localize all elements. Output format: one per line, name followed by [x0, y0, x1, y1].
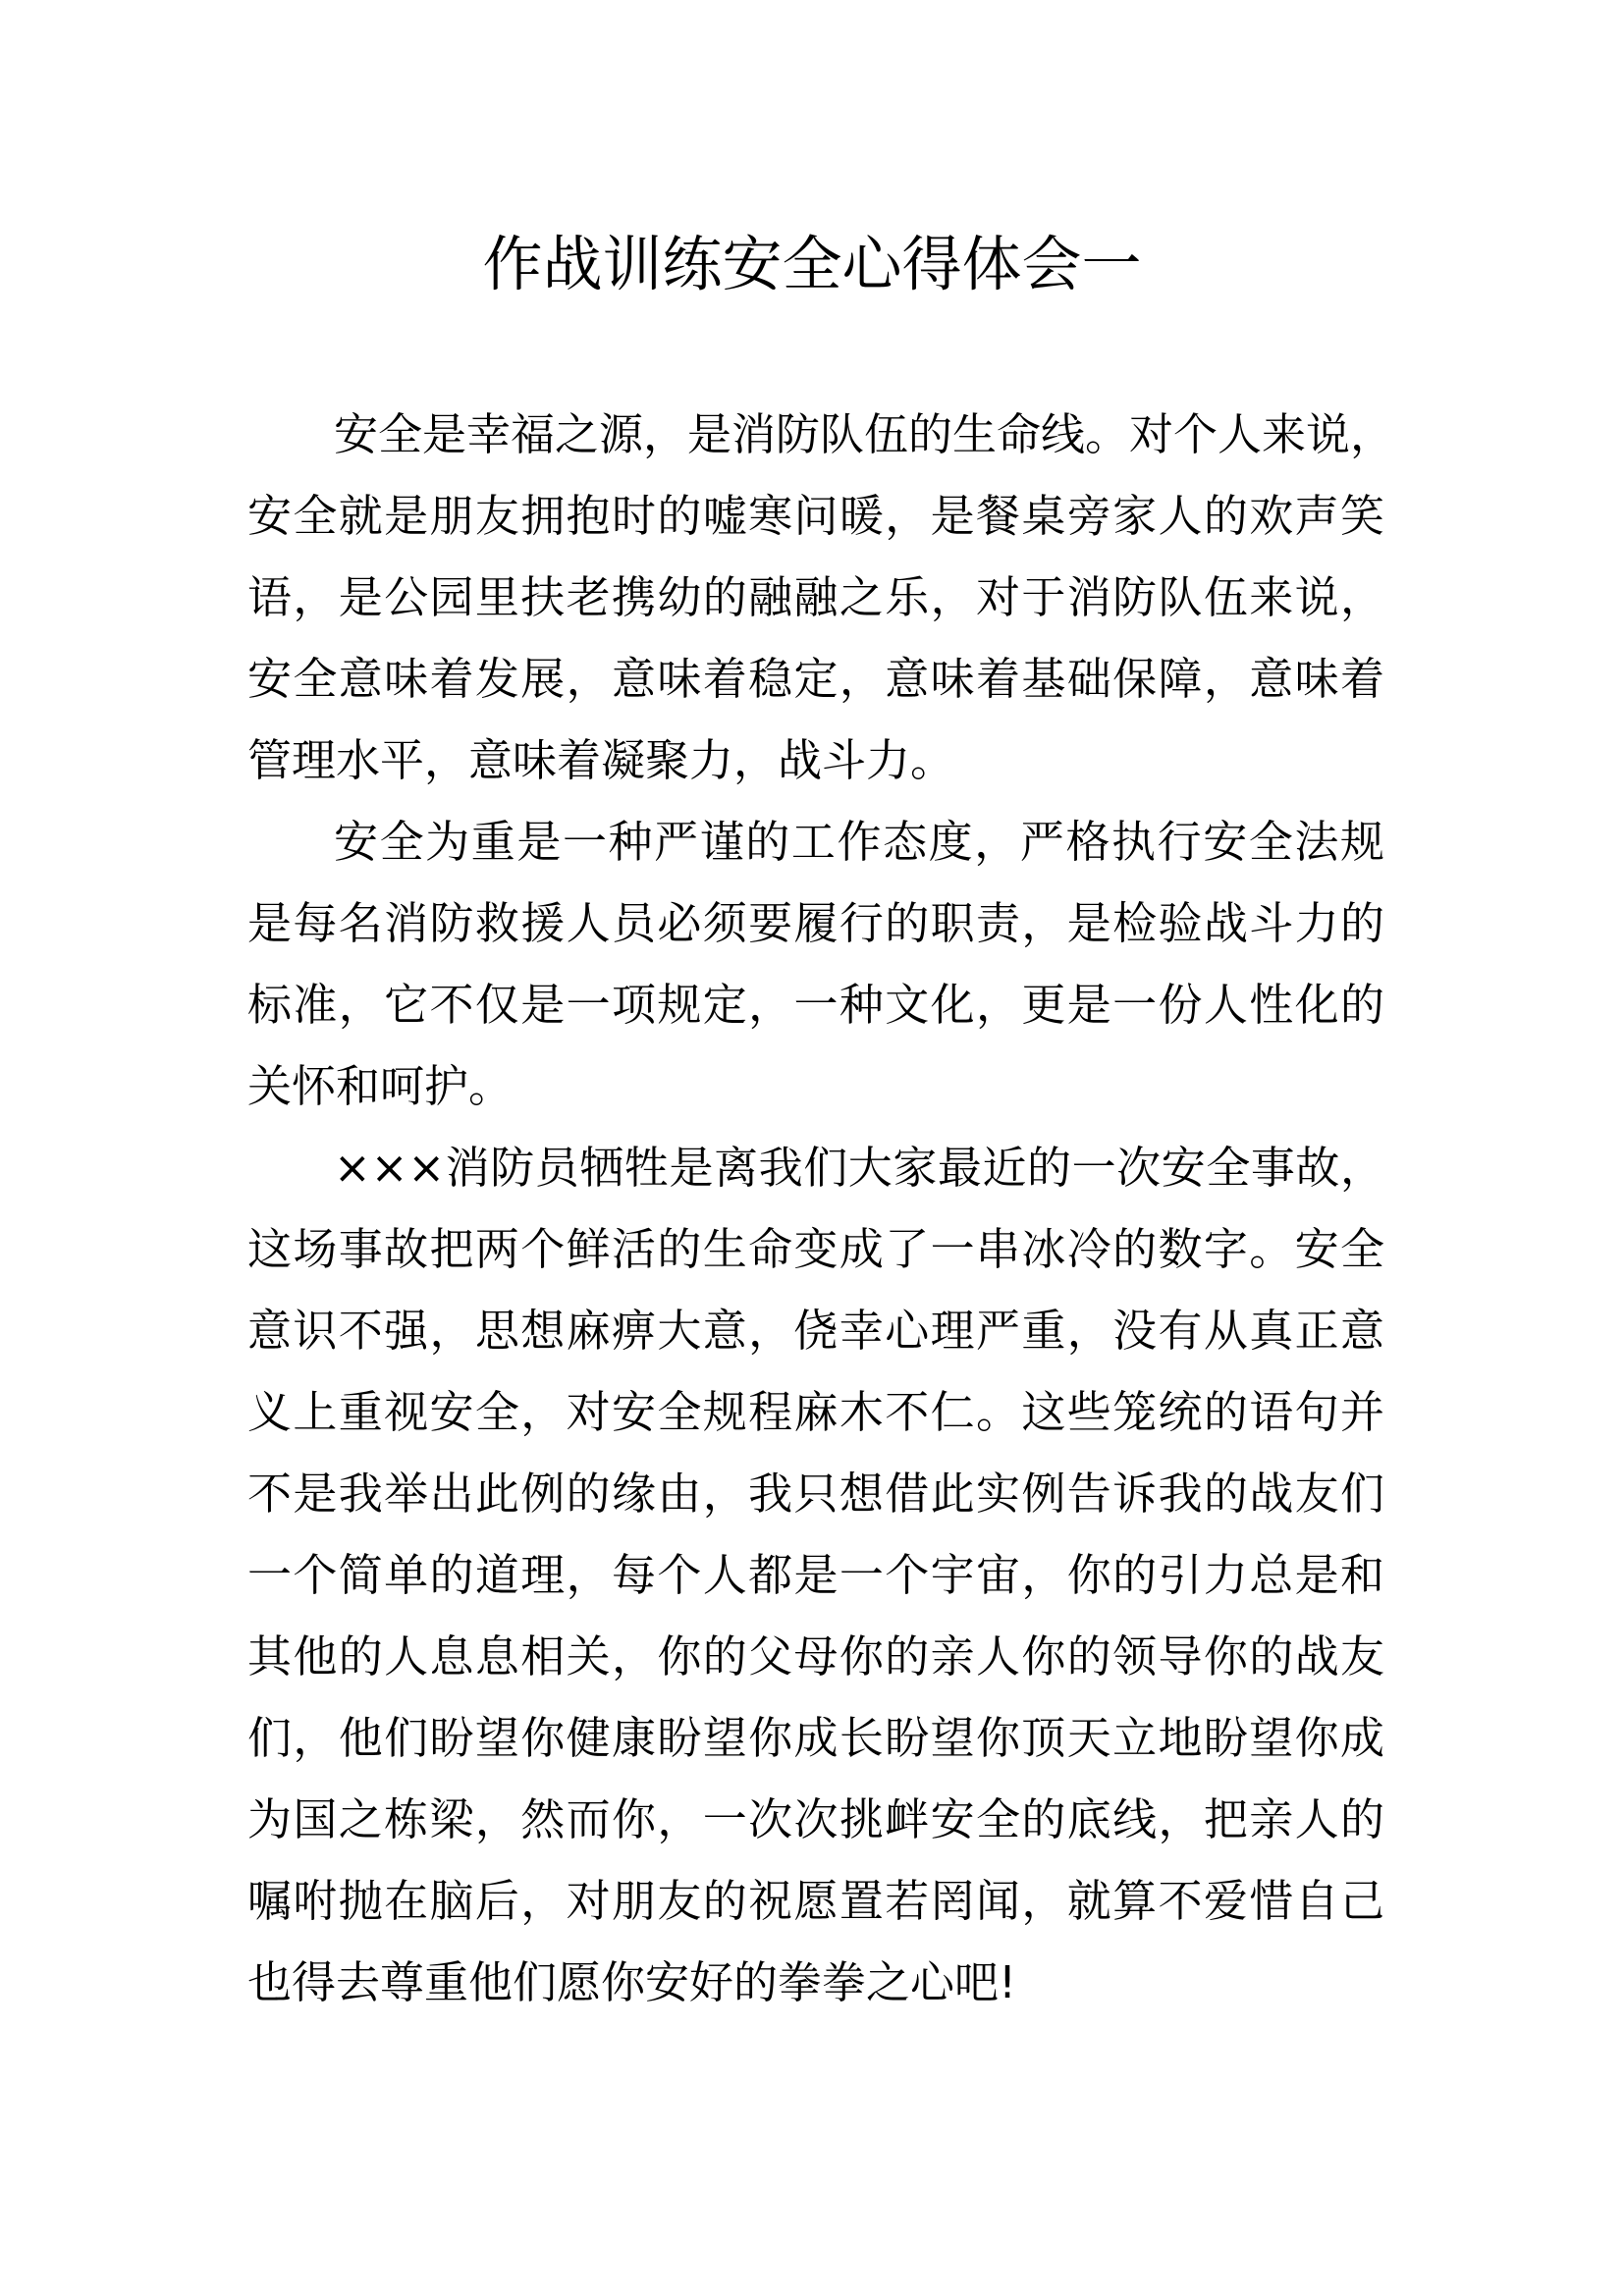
paragraph-line: 安全就是朋友拥抱时的嘘寒问暖，是餐桌旁家人的欢声笑	[247, 490, 1384, 542]
paragraph-line: 们，他们盼望你健康盼望你成长盼望你顶天立地盼望你成	[247, 1712, 1384, 1764]
paragraph-line: 意识不强，思想麻痹大意，侥幸心理严重，没有从真正意	[247, 1305, 1384, 1357]
paragraph-line: 是每名消防救援人员必须要履行的职责，是检验战斗力的	[247, 897, 1384, 949]
paragraph-line: 语，是公园里扶老携幼的融融之乐，对于消防队伍来说，	[247, 571, 1384, 623]
paragraph-line: 也得去尊重他们愿你安好的拳拳之心吧!	[247, 1956, 1017, 2008]
paragraph-line: 安全为重是一种严谨的工作态度，严格执行安全法规	[334, 816, 1384, 868]
paragraph	[247, 394, 1395, 801]
paragraph-line: 一个简单的道理，每个人都是一个宇宙，你的引力总是和	[247, 1549, 1384, 1601]
paragraph-line: 关怀和呵护。	[247, 1060, 514, 1112]
paragraph-line: 为国之栋梁，然而你，一次次挑衅安全的底线，把亲人的	[247, 1793, 1384, 1845]
paragraph-line: 不是我举出此例的缘由，我只想借此实例告诉我的战友们	[247, 1468, 1384, 1520]
paragraph-line: 安全是幸福之源，是消防队伍的生命线。对个人来说，	[334, 408, 1395, 460]
paragraph-line: 安全意味着发展，意味着稳定，意味着基础保障，意味着	[247, 653, 1384, 705]
document-title: 作战训练安全心得体会一	[482, 230, 1142, 299]
paragraph-line: 标准，它不仅是一项规定，一种文化，更是一份人性化的	[247, 979, 1384, 1031]
paragraph	[247, 1127, 1384, 2023]
paragraph-line: 管理水平，意味着凝聚力，战斗力。	[247, 734, 955, 786]
paragraph-line: 其他的人息息相关，你的父母你的亲人你的领导你的战友	[247, 1630, 1384, 1682]
paragraph	[247, 801, 1384, 1127]
paragraph-line: 义上重视安全，对安全规程麻木不仁。这些笼统的语句并	[247, 1386, 1384, 1438]
paragraph-line: ×××消防员牺牲是离我们大家最近的一次安全事故，	[334, 1142, 1384, 1194]
paragraph-line: 嘱咐抛在脑后，对朋友的祝愿置若罔闻，就算不爱惜自己	[247, 1875, 1384, 1927]
paragraph-line: 这场事故把两个鲜活的生命变成了一串冰冷的数字。安全	[247, 1223, 1384, 1275]
document-body	[247, 394, 1395, 2023]
